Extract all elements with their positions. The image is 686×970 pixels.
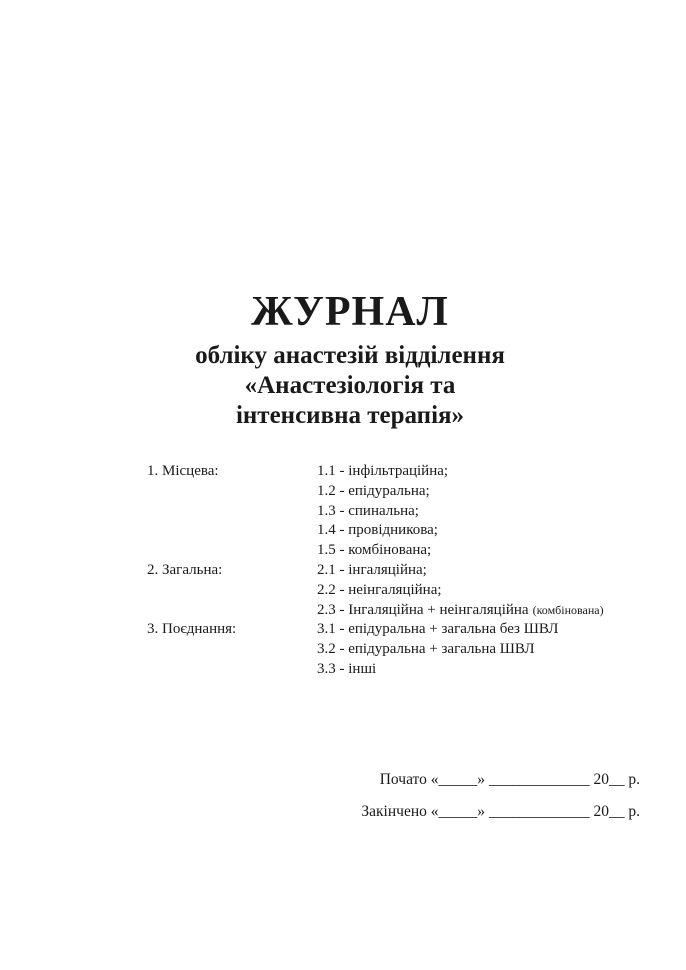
page-subtitle — [14, 341, 686, 431]
subtitle-line-1: обліку анастезій відділення — [195, 342, 505, 369]
classification-row — [147, 561, 604, 581]
classification-row — [147, 502, 604, 522]
row-item: 3.1 - епідуральна + загальна без ШВЛ — [317, 621, 559, 638]
row-item: 1.2 - епідуральна; — [317, 482, 430, 499]
classification-row — [147, 601, 604, 621]
classification-row — [147, 581, 604, 601]
subtitle-line-2: «Анастезіологія та — [244, 372, 456, 399]
row-item: 3.3 - інші — [317, 660, 377, 677]
classification-row — [147, 462, 604, 482]
row-label: 3. Поєднання: — [147, 621, 237, 638]
anesthesia-classification-list — [147, 462, 604, 680]
row-note: (комбінована) — [532, 602, 604, 617]
row-item: 2.1 - інгаляційна; — [317, 561, 427, 578]
started-date-line: Почато «_____» _____________ 20__ р. — [379, 771, 640, 788]
classification-row — [147, 541, 604, 561]
row-item: 1.1 - інфільтраційна; — [317, 463, 449, 479]
classification-row — [147, 482, 604, 502]
row-label: 1. Місцева: — [147, 463, 219, 479]
row-label: 2. Загальна: — [147, 561, 223, 578]
row-item: 2.2 - неінгаляційна; — [317, 581, 442, 598]
row-item: 1.5 - комбінована; — [317, 542, 432, 559]
page-title: ЖУРНАЛ — [251, 289, 449, 335]
row-item: 3.2 - епідуральна + загальна ШВЛ — [317, 641, 535, 658]
classification-row — [147, 660, 604, 680]
row-item: 1.4 - провідникова; — [317, 522, 438, 539]
classification-row — [147, 640, 604, 660]
classification-row — [147, 620, 604, 640]
finished-date-line: Закінчено «_____» _____________ 20__ р. — [361, 803, 640, 820]
row-item: 2.3 - Інгаляційна + неінгаляційна — [317, 601, 529, 618]
classification-row — [147, 521, 604, 541]
subtitle-line-3: інтенсивна терапія» — [235, 402, 465, 429]
row-item: 1.3 - спинальна; — [317, 502, 419, 519]
